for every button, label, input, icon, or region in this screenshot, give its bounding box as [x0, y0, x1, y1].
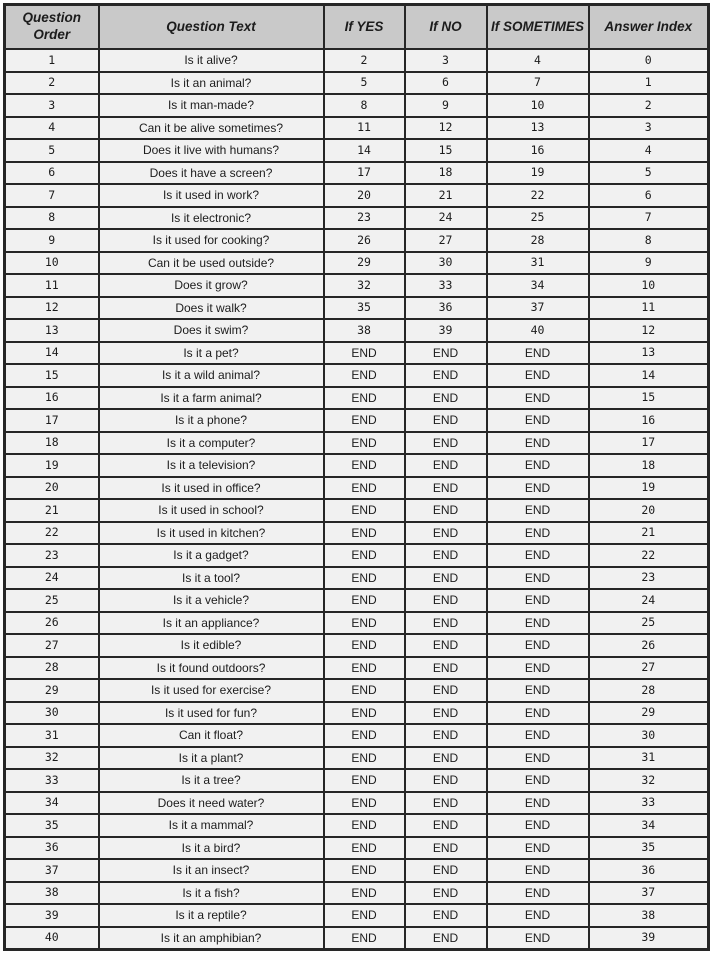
cell-if-yes: 14	[324, 139, 405, 162]
cell-if-sometimes: END	[487, 657, 589, 680]
cell-answer-index: 29	[589, 702, 709, 725]
cell-question-text: Is it an amphibian?	[99, 927, 324, 950]
cell-question-text: Is it a fish?	[99, 882, 324, 905]
cell-if-yes: END	[324, 904, 405, 927]
table-row	[5, 252, 709, 275]
cell-if-no: END	[405, 927, 487, 950]
cell-if-yes: END	[324, 589, 405, 612]
cell-if-no: 18	[405, 162, 487, 185]
table-body	[5, 49, 709, 950]
header-question-text: Question Text	[99, 5, 324, 50]
cell-if-yes: END	[324, 522, 405, 545]
cell-question-order: 18	[5, 432, 99, 455]
cell-answer-index: 10	[589, 274, 709, 297]
cell-if-yes: END	[324, 409, 405, 432]
table-row	[5, 162, 709, 185]
cell-if-sometimes: END	[487, 634, 589, 657]
cell-if-yes: END	[324, 499, 405, 522]
cell-answer-index: 4	[589, 139, 709, 162]
cell-answer-index: 13	[589, 342, 709, 365]
cell-if-yes: 32	[324, 274, 405, 297]
cell-question-text: Does it need water?	[99, 792, 324, 815]
table-row	[5, 117, 709, 140]
cell-if-no: END	[405, 364, 487, 387]
cell-question-order: 38	[5, 882, 99, 905]
cell-question-text: Can it be used outside?	[99, 252, 324, 275]
cell-if-sometimes: 34	[487, 274, 589, 297]
cell-if-sometimes: END	[487, 837, 589, 860]
cell-if-yes: 26	[324, 229, 405, 252]
cell-if-no: 21	[405, 184, 487, 207]
cell-question-order: 25	[5, 589, 99, 612]
cell-if-yes: END	[324, 837, 405, 860]
cell-question-text: Is it electronic?	[99, 207, 324, 230]
cell-if-sometimes: END	[487, 567, 589, 590]
cell-if-sometimes: END	[487, 454, 589, 477]
table-row	[5, 792, 709, 815]
cell-question-order: 21	[5, 499, 99, 522]
cell-answer-index: 36	[589, 859, 709, 882]
cell-if-yes: END	[324, 544, 405, 567]
cell-if-no: 27	[405, 229, 487, 252]
cell-question-order: 4	[5, 117, 99, 140]
cell-if-sometimes: END	[487, 477, 589, 500]
cell-if-sometimes: 4	[487, 49, 589, 72]
cell-question-text: Does it walk?	[99, 297, 324, 320]
cell-if-no: END	[405, 904, 487, 927]
cell-answer-index: 9	[589, 252, 709, 275]
cell-answer-index: 19	[589, 477, 709, 500]
cell-question-text: Is it a computer?	[99, 432, 324, 455]
cell-if-no: END	[405, 567, 487, 590]
cell-if-no: 33	[405, 274, 487, 297]
cell-if-sometimes: 25	[487, 207, 589, 230]
table-row	[5, 904, 709, 927]
cell-if-no: END	[405, 724, 487, 747]
cell-question-text: Is it a farm animal?	[99, 387, 324, 410]
cell-question-text: Is it a tree?	[99, 769, 324, 792]
cell-question-text: Is it used in work?	[99, 184, 324, 207]
cell-if-no: 15	[405, 139, 487, 162]
cell-if-no: END	[405, 589, 487, 612]
cell-answer-index: 8	[589, 229, 709, 252]
cell-question-text: Is it used for cooking?	[99, 229, 324, 252]
table-row	[5, 342, 709, 365]
cell-question-order: 13	[5, 319, 99, 342]
cell-question-text: Does it live with humans?	[99, 139, 324, 162]
cell-if-yes: END	[324, 769, 405, 792]
table-row	[5, 657, 709, 680]
cell-question-order: 16	[5, 387, 99, 410]
cell-question-text: Is it man-made?	[99, 94, 324, 117]
cell-answer-index: 6	[589, 184, 709, 207]
cell-question-order: 19	[5, 454, 99, 477]
cell-if-sometimes: 7	[487, 72, 589, 95]
cell-question-order: 9	[5, 229, 99, 252]
cell-answer-index: 32	[589, 769, 709, 792]
cell-question-text: Can it float?	[99, 724, 324, 747]
cell-question-order: 31	[5, 724, 99, 747]
table-row	[5, 229, 709, 252]
cell-if-sometimes: END	[487, 612, 589, 635]
cell-question-order: 26	[5, 612, 99, 635]
cell-if-no: END	[405, 859, 487, 882]
cell-question-text: Is it an animal?	[99, 72, 324, 95]
cell-if-sometimes: END	[487, 364, 589, 387]
cell-if-no: 6	[405, 72, 487, 95]
cell-if-yes: END	[324, 792, 405, 815]
header-if-sometimes: If SOMETIMES	[487, 5, 589, 50]
table-row	[5, 49, 709, 72]
cell-answer-index: 31	[589, 747, 709, 770]
cell-question-order: 24	[5, 567, 99, 590]
cell-if-yes: END	[324, 432, 405, 455]
cell-if-yes: 5	[324, 72, 405, 95]
cell-question-text: Is it a tool?	[99, 567, 324, 590]
cell-question-text: Can it be alive sometimes?	[99, 117, 324, 140]
cell-question-text: Is it a wild animal?	[99, 364, 324, 387]
cell-answer-index: 14	[589, 364, 709, 387]
table-row	[5, 387, 709, 410]
cell-if-yes: END	[324, 567, 405, 590]
cell-answer-index: 11	[589, 297, 709, 320]
cell-question-text: Is it a plant?	[99, 747, 324, 770]
cell-if-no: END	[405, 747, 487, 770]
cell-if-sometimes: 22	[487, 184, 589, 207]
cell-answer-index: 3	[589, 117, 709, 140]
cell-if-no: END	[405, 814, 487, 837]
header-row	[5, 5, 709, 50]
cell-question-order: 23	[5, 544, 99, 567]
table-row	[5, 634, 709, 657]
table-row	[5, 184, 709, 207]
cell-answer-index: 1	[589, 72, 709, 95]
cell-question-order: 12	[5, 297, 99, 320]
table-row	[5, 454, 709, 477]
cell-answer-index: 21	[589, 522, 709, 545]
cell-if-no: 36	[405, 297, 487, 320]
cell-question-order: 14	[5, 342, 99, 365]
cell-if-no: 12	[405, 117, 487, 140]
cell-if-sometimes: 40	[487, 319, 589, 342]
cell-question-text: Is it an insect?	[99, 859, 324, 882]
cell-question-text: Is it a television?	[99, 454, 324, 477]
cell-if-no: END	[405, 792, 487, 815]
cell-question-order: 3	[5, 94, 99, 117]
cell-if-yes: END	[324, 859, 405, 882]
cell-if-no: END	[405, 837, 487, 860]
cell-if-no: END	[405, 612, 487, 635]
cell-question-text: Is it used for fun?	[99, 702, 324, 725]
cell-if-sometimes: 19	[487, 162, 589, 185]
table-row	[5, 859, 709, 882]
cell-answer-index: 24	[589, 589, 709, 612]
cell-if-yes: END	[324, 387, 405, 410]
cell-if-no: END	[405, 882, 487, 905]
cell-if-no: END	[405, 432, 487, 455]
cell-if-yes: END	[324, 747, 405, 770]
cell-question-order: 10	[5, 252, 99, 275]
cell-question-text: Is it used in school?	[99, 499, 324, 522]
cell-question-order: 6	[5, 162, 99, 185]
cell-if-sometimes: END	[487, 792, 589, 815]
cell-if-sometimes: END	[487, 387, 589, 410]
cell-question-text: Is it found outdoors?	[99, 657, 324, 680]
question-flow-table	[3, 3, 710, 951]
cell-if-sometimes: END	[487, 409, 589, 432]
cell-answer-index: 17	[589, 432, 709, 455]
cell-question-order: 33	[5, 769, 99, 792]
cell-answer-index: 5	[589, 162, 709, 185]
cell-question-order: 1	[5, 49, 99, 72]
cell-if-no: END	[405, 634, 487, 657]
table-row	[5, 544, 709, 567]
cell-if-sometimes: END	[487, 544, 589, 567]
cell-question-order: 40	[5, 927, 99, 950]
cell-answer-index: 18	[589, 454, 709, 477]
cell-if-no: 9	[405, 94, 487, 117]
cell-answer-index: 33	[589, 792, 709, 815]
cell-question-order: 34	[5, 792, 99, 815]
cell-answer-index: 15	[589, 387, 709, 410]
cell-if-sometimes: END	[487, 814, 589, 837]
cell-question-text: Is it used in office?	[99, 477, 324, 500]
cell-if-no: END	[405, 657, 487, 680]
cell-if-yes: END	[324, 454, 405, 477]
cell-question-order: 27	[5, 634, 99, 657]
cell-answer-index: 38	[589, 904, 709, 927]
cell-if-yes: END	[324, 657, 405, 680]
table-row	[5, 522, 709, 545]
cell-answer-index: 2	[589, 94, 709, 117]
cell-answer-index: 34	[589, 814, 709, 837]
table-row	[5, 747, 709, 770]
cell-question-order: 8	[5, 207, 99, 230]
cell-if-sometimes: 13	[487, 117, 589, 140]
cell-question-order: 22	[5, 522, 99, 545]
cell-if-yes: 38	[324, 319, 405, 342]
cell-question-order: 32	[5, 747, 99, 770]
cell-if-no: END	[405, 477, 487, 500]
cell-question-order: 2	[5, 72, 99, 95]
table-row	[5, 139, 709, 162]
table-row	[5, 837, 709, 860]
cell-if-no: END	[405, 769, 487, 792]
table-row	[5, 432, 709, 455]
cell-answer-index: 26	[589, 634, 709, 657]
cell-question-text: Is it edible?	[99, 634, 324, 657]
cell-if-sometimes: END	[487, 342, 589, 365]
cell-if-yes: 8	[324, 94, 405, 117]
table-row	[5, 702, 709, 725]
table-row	[5, 567, 709, 590]
cell-if-sometimes: END	[487, 589, 589, 612]
header-if-no: If NO	[405, 5, 487, 50]
cell-answer-index: 30	[589, 724, 709, 747]
cell-if-yes: END	[324, 342, 405, 365]
cell-if-no: END	[405, 454, 487, 477]
cell-question-text: Is it a phone?	[99, 409, 324, 432]
cell-if-no: END	[405, 342, 487, 365]
cell-answer-index: 20	[589, 499, 709, 522]
table-row	[5, 319, 709, 342]
cell-answer-index: 39	[589, 927, 709, 950]
cell-question-text: Is it a vehicle?	[99, 589, 324, 612]
table-row	[5, 769, 709, 792]
cell-answer-index: 0	[589, 49, 709, 72]
table-row	[5, 207, 709, 230]
cell-if-yes: 23	[324, 207, 405, 230]
cell-if-sometimes: END	[487, 904, 589, 927]
cell-question-order: 36	[5, 837, 99, 860]
cell-if-yes: 11	[324, 117, 405, 140]
cell-answer-index: 23	[589, 567, 709, 590]
table-row	[5, 927, 709, 950]
cell-if-sometimes: END	[487, 499, 589, 522]
table-row	[5, 882, 709, 905]
cell-if-yes: 20	[324, 184, 405, 207]
cell-if-sometimes: END	[487, 432, 589, 455]
header-question-order: Question Order	[5, 5, 99, 50]
cell-if-sometimes: 10	[487, 94, 589, 117]
table-row	[5, 724, 709, 747]
table-row	[5, 94, 709, 117]
cell-answer-index: 35	[589, 837, 709, 860]
cell-if-no: 30	[405, 252, 487, 275]
table-row	[5, 409, 709, 432]
cell-question-order: 37	[5, 859, 99, 882]
cell-question-order: 28	[5, 657, 99, 680]
cell-if-yes: 29	[324, 252, 405, 275]
cell-if-yes: END	[324, 612, 405, 635]
cell-if-no: END	[405, 679, 487, 702]
cell-if-sometimes: 28	[487, 229, 589, 252]
table-row	[5, 814, 709, 837]
cell-if-sometimes: END	[487, 702, 589, 725]
cell-if-sometimes: END	[487, 747, 589, 770]
cell-if-sometimes: END	[487, 927, 589, 950]
cell-if-yes: 35	[324, 297, 405, 320]
cell-if-sometimes: END	[487, 859, 589, 882]
cell-answer-index: 25	[589, 612, 709, 635]
cell-if-yes: END	[324, 477, 405, 500]
cell-if-no: 39	[405, 319, 487, 342]
cell-question-text: Is it a gadget?	[99, 544, 324, 567]
cell-if-yes: END	[324, 724, 405, 747]
cell-if-yes: END	[324, 364, 405, 387]
cell-if-no: END	[405, 409, 487, 432]
cell-if-sometimes: 16	[487, 139, 589, 162]
cell-question-text: Does it grow?	[99, 274, 324, 297]
header-answer-index: Answer Index	[589, 5, 709, 50]
cell-question-text: Is it an appliance?	[99, 612, 324, 635]
cell-if-yes: 2	[324, 49, 405, 72]
cell-question-text: Is it a mammal?	[99, 814, 324, 837]
cell-if-no: END	[405, 387, 487, 410]
cell-question-text: Is it alive?	[99, 49, 324, 72]
cell-answer-index: 12	[589, 319, 709, 342]
table-row	[5, 679, 709, 702]
cell-answer-index: 7	[589, 207, 709, 230]
cell-if-sometimes: END	[487, 882, 589, 905]
cell-question-text: Is it used in kitchen?	[99, 522, 324, 545]
cell-if-yes: 17	[324, 162, 405, 185]
cell-question-order: 5	[5, 139, 99, 162]
cell-question-order: 17	[5, 409, 99, 432]
cell-if-sometimes: END	[487, 724, 589, 747]
table-row	[5, 274, 709, 297]
cell-if-no: 3	[405, 49, 487, 72]
cell-if-sometimes: END	[487, 769, 589, 792]
cell-if-no: END	[405, 499, 487, 522]
cell-if-sometimes: END	[487, 679, 589, 702]
cell-if-sometimes: 31	[487, 252, 589, 275]
cell-question-order: 7	[5, 184, 99, 207]
cell-if-yes: END	[324, 679, 405, 702]
cell-if-yes: END	[324, 882, 405, 905]
cell-question-text: Is it a reptile?	[99, 904, 324, 927]
cell-question-order: 35	[5, 814, 99, 837]
cell-question-text: Does it have a screen?	[99, 162, 324, 185]
cell-if-yes: END	[324, 634, 405, 657]
table-row	[5, 612, 709, 635]
cell-if-yes: END	[324, 702, 405, 725]
table-row	[5, 364, 709, 387]
cell-if-no: END	[405, 522, 487, 545]
cell-question-order: 15	[5, 364, 99, 387]
cell-question-order: 11	[5, 274, 99, 297]
cell-question-text: Is it a bird?	[99, 837, 324, 860]
cell-answer-index: 22	[589, 544, 709, 567]
table-row	[5, 297, 709, 320]
cell-answer-index: 27	[589, 657, 709, 680]
cell-if-yes: END	[324, 927, 405, 950]
cell-if-no: END	[405, 544, 487, 567]
cell-answer-index: 37	[589, 882, 709, 905]
cell-question-text: Does it swim?	[99, 319, 324, 342]
cell-question-order: 29	[5, 679, 99, 702]
cell-if-sometimes: 37	[487, 297, 589, 320]
cell-answer-index: 16	[589, 409, 709, 432]
cell-question-text: Is it a pet?	[99, 342, 324, 365]
table-row	[5, 477, 709, 500]
cell-question-order: 39	[5, 904, 99, 927]
table-row	[5, 499, 709, 522]
cell-if-yes: END	[324, 814, 405, 837]
table-row	[5, 72, 709, 95]
cell-if-no: END	[405, 702, 487, 725]
cell-question-order: 20	[5, 477, 99, 500]
header-if-yes: If YES	[324, 5, 405, 50]
table-row	[5, 589, 709, 612]
cell-if-sometimes: END	[487, 522, 589, 545]
cell-answer-index: 28	[589, 679, 709, 702]
cell-question-order: 30	[5, 702, 99, 725]
cell-question-text: Is it used for exercise?	[99, 679, 324, 702]
cell-if-no: 24	[405, 207, 487, 230]
